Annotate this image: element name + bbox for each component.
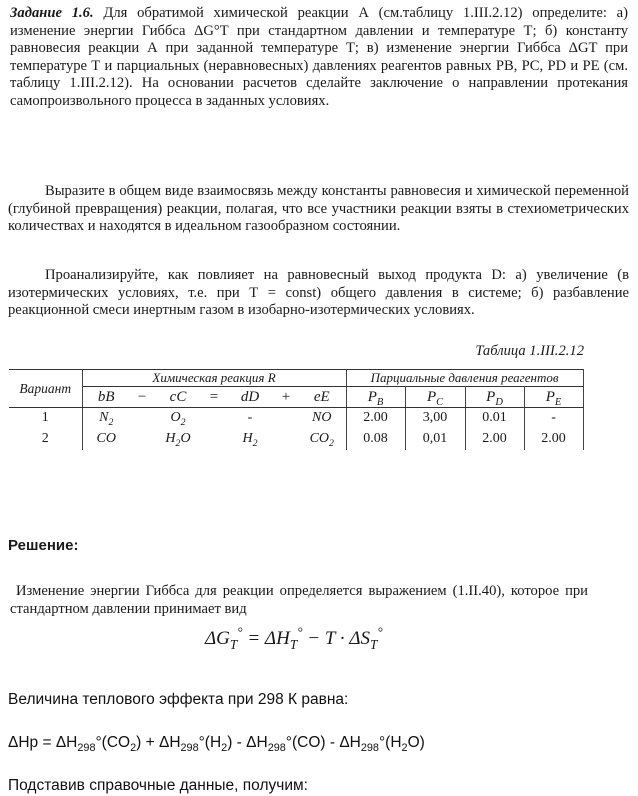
reaction-header-eE: eE <box>298 387 346 408</box>
pressure-header-PB-sub: B <box>376 396 384 408</box>
gibbs-formula: $\Delta G_T^\circ = \Delta H_T^\circ - T \cdot \Delta S_T^\circ$ <box>205 624 383 652</box>
pressure-header-PE: $P_E$ <box>524 387 583 408</box>
row2-PC: 0,01 <box>405 428 465 450</box>
solution-heading: Решение: <box>8 537 79 554</box>
task-title: Задание 1.6. <box>10 5 94 21</box>
row2-C: $H_2O$ <box>165 431 191 449</box>
reference-data-line: Подставив справочные данные, получим: <box>8 777 308 794</box>
reaction-table <box>9 369 584 450</box>
row2-B: CO <box>96 431 116 446</box>
reaction-header-bB: bB <box>82 387 130 408</box>
reaction-header-dD: dD <box>226 387 274 408</box>
reaction-header-cC: cC <box>154 387 202 408</box>
reaction-header-plus: + <box>274 387 298 408</box>
enthalpy-equation: $\Delta Hр = \Delta H_{298}^\circ(CO_2) + \Delta H_{298}^\circ(H_2) - \Delta H_{298}^\circ(CO) - \Delta H_{298}^\circ(H_2O)$ <box>8 734 425 755</box>
row2-variant: 2 <box>9 428 82 450</box>
pressure-header-PD: $P_D$ <box>465 387 524 408</box>
row1-PB: 2.00 <box>346 408 405 429</box>
reaction-header-equals: = <box>202 387 226 408</box>
table-row-1 <box>9 408 583 429</box>
variant-header: Вариант <box>9 370 82 408</box>
heat-effect-line: Величина теплового эффекта при 298 К равна: <box>8 691 349 708</box>
paragraph-yield-analysis: Проанализируйте, как повлияет на равновесный выход продукта D: а) увеличение (в изотермических условиях, т.е. при Т = const) общего давления в системе; б) разбавление реакционной смеси инертным газом в изобарно-изотермических условиях. <box>8 267 629 318</box>
paragraph-gibbs-expression: Изменение энергии Гиббса для реакции определяется выражением (1.II.40), которое при стандартном давлении принимает вид <box>10 583 588 617</box>
paragraph-equilibrium-relation: Выразите в общем виде взаимосвязь между константы равновесия и химической переменной (глубиной превращения) реакции, полагая, что все участники реакции взяты в стехиометрических количествах и находятся в идеальном газообразном состоянии. <box>8 183 629 234</box>
pressure-header-PC-sub: C <box>436 396 444 408</box>
pressure-header-PC: $P_C$ <box>405 387 465 408</box>
row1-PE: - <box>524 408 583 429</box>
table-caption: Таблица 1.III.2.12 <box>475 343 584 359</box>
pressure-header-PB: $P_B$ <box>346 387 405 408</box>
pressure-header-PE-sub: E <box>554 396 562 408</box>
row1-E: NO <box>298 408 346 429</box>
row1-B: $N_2$ <box>99 410 114 428</box>
row1-PD: 0.01 <box>465 408 524 429</box>
row1-variant: 1 <box>9 408 82 429</box>
reaction-group-header: Химическая реакция R <box>82 370 346 387</box>
task-body: Для обратимой химической реакции А (см.таблицу 1.III.2.12) определите: а) изменение энергии Гиббса ΔG°T при стандартном давлении и температуре Т; б) константу равновесия реакции А при заданной температуре Т; в) изменение энергии Гиббса ΔGT при температуре Т и парциальных (неравновесных) давлениях реагентов равных PB, PC, PD и PE (см. таблицу 1.III.2.12). На основании расчетов сделайте заключение о направлении протекания самопроизвольного процесса в заданных условиях. <box>10 5 628 109</box>
row1-D: - <box>247 410 253 425</box>
table-row-2 <box>9 428 583 450</box>
row1-C: $O_2$ <box>170 410 186 428</box>
table-group-header <box>9 370 583 387</box>
row2-D: $H_2$ <box>242 431 258 449</box>
task-statement <box>10 5 628 110</box>
reaction-header-minus: − <box>130 387 154 408</box>
row2-PD: 2.00 <box>465 428 524 450</box>
pressures-group-header: Парциальные давления реагентов <box>346 370 583 387</box>
row2-E: $CO_2$ <box>298 428 346 450</box>
table-subheader-row <box>9 387 583 408</box>
pressure-header-PD-sub: D <box>495 396 503 408</box>
row2-PB: 0.08 <box>346 428 405 450</box>
row1-PC: 3,00 <box>405 408 465 429</box>
row2-PE: 2.00 <box>524 428 583 450</box>
